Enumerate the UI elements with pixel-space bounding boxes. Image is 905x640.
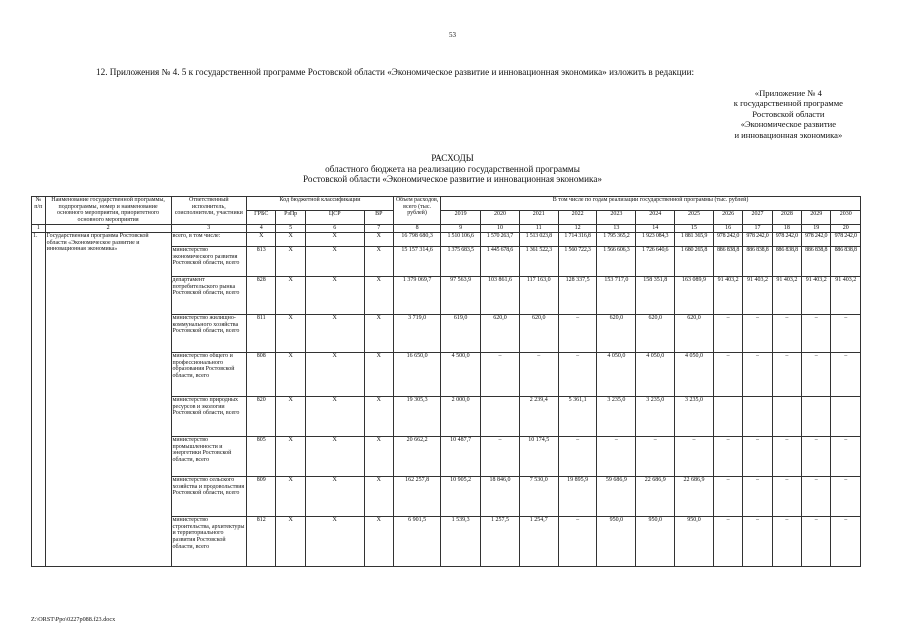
column-number: 12 <box>558 224 597 232</box>
row-year-value: 1 361 522,3 <box>519 246 558 276</box>
row-year-value: 950,0 <box>597 516 636 566</box>
file-path-footer: Z:\ORST\Ppo\0227p088.f23.docx <box>31 616 116 623</box>
row-year-value <box>772 396 801 436</box>
row-year-value: – <box>802 476 831 516</box>
row-year-value: – <box>743 314 772 352</box>
row-year-value: 91 403,2 <box>831 276 861 314</box>
row-grbs: 811 <box>247 314 276 352</box>
row-year-value: – <box>743 352 772 396</box>
row-year-value: – <box>597 436 636 476</box>
column-number: 10 <box>481 224 520 232</box>
row-year-value: 153 717,0 <box>597 276 636 314</box>
row-responsible: министерство экономического развития Ростовской области, всего <box>171 246 247 276</box>
row-year-value: 1 923 084,3 <box>636 232 675 246</box>
row-responsible: министерство общего и профессионального образования Ростовской области, всего <box>171 352 247 396</box>
column-number: 8 <box>393 224 440 232</box>
row-year-value: 3 235,0 <box>597 396 636 436</box>
row-year-value: – <box>772 476 801 516</box>
row-year-value: 19 895,9 <box>558 476 597 516</box>
row-rzpr: X <box>276 516 305 566</box>
row-year-value: 7 530,0 <box>519 476 558 516</box>
column-number-row <box>32 224 861 232</box>
column-number: 13 <box>597 224 636 232</box>
row-year-value: 163 089,9 <box>675 276 714 314</box>
row-csr: X <box>305 246 364 276</box>
header-num: № п/п <box>32 197 46 225</box>
row-year-value: 3 235,0 <box>636 396 675 436</box>
header-year-2019: 2019 <box>441 210 481 224</box>
row-year-value: 22 686,9 <box>636 476 675 516</box>
row-year-value: 1 566 606,3 <box>597 246 636 276</box>
row-year-value: 1 539,3 <box>441 516 481 566</box>
header-volume: Объем расходов, всего (тыс. рублей) <box>393 197 440 225</box>
row-year-value: – <box>802 516 831 566</box>
row-grbs: 820 <box>247 396 276 436</box>
header-year-2024: 2024 <box>636 210 675 224</box>
page-number: 53 <box>449 31 456 39</box>
header-budget-code: Код бюджетной классификации <box>247 197 394 211</box>
row-year-value: – <box>481 352 520 396</box>
row-year-value: 10 174,5 <box>519 436 558 476</box>
row-year-value: – <box>772 516 801 566</box>
row-year-value: 4 050,0 <box>675 352 714 396</box>
row-rzpr: X <box>276 232 305 246</box>
header-year-2021: 2021 <box>519 210 558 224</box>
row-responsible: министерство сельского хозяйства и продовольствия Ростовской области, всего <box>171 476 247 516</box>
title-line: областного бюджета на реализацию государственной программы <box>325 163 580 174</box>
header-vr: ВР <box>364 210 393 224</box>
row-responsible: министерство строительства, архитектуры и территориального развития Ростовской области, всего <box>171 516 247 566</box>
row-year-value: – <box>772 314 801 352</box>
row-year-value: 91 403,2 <box>802 276 831 314</box>
row-grbs: 813 <box>247 246 276 276</box>
row-year-value: 1 510 106,6 <box>441 232 481 246</box>
row-rzpr: X <box>276 396 305 436</box>
row-responsible: министерство промышленности и энергетики Ростовской области, всего <box>171 436 247 476</box>
row-year-value: – <box>831 352 861 396</box>
annex-header <box>734 88 843 140</box>
row-vr: X <box>364 276 393 314</box>
column-number: 4 <box>247 224 276 232</box>
row-total: 3 719,0 <box>393 314 440 352</box>
row-vr: X <box>364 246 393 276</box>
column-number: 1 <box>32 224 46 232</box>
row-year-value: 2 239,4 <box>519 396 558 436</box>
row-year-value: 1 570 263,7 <box>481 232 520 246</box>
row-vr: X <box>364 476 393 516</box>
row-year-value: 4 050,0 <box>636 352 675 396</box>
row-csr: X <box>305 314 364 352</box>
row-grbs: 828 <box>247 276 276 314</box>
row-responsible: всего, в том числе: <box>171 232 247 246</box>
row-year-value: 1 375 683,5 <box>441 246 481 276</box>
header-name: Наименование государственной программы, подпрограммы, номер и наименование основного мероприятия, приоритетного основного мероприятия <box>45 197 171 225</box>
row-year-value: – <box>743 516 772 566</box>
column-number: 2 <box>45 224 171 232</box>
row-year-value: 978 242,0 <box>713 232 742 246</box>
row-year-value: 2 000,0 <box>441 396 481 436</box>
column-number: 5 <box>276 224 305 232</box>
row-grbs: 808 <box>247 352 276 396</box>
header-responsible: Ответственный исполнитель, соисполнители, участники <box>171 197 247 225</box>
row-year-value: 91 403,2 <box>743 276 772 314</box>
row-year-value: – <box>802 314 831 352</box>
row-year-value: 886 838,8 <box>772 246 801 276</box>
row-year-value: – <box>713 476 742 516</box>
column-number: 19 <box>802 224 831 232</box>
row-year-value: 950,0 <box>675 516 714 566</box>
row-year-value: 1 714 316,8 <box>558 232 597 246</box>
row-year-value: – <box>772 436 801 476</box>
row-year-value: 4 500,0 <box>441 352 481 396</box>
document-title <box>0 153 905 185</box>
row-year-value: 18 846,0 <box>481 476 520 516</box>
row-grbs: 805 <box>247 436 276 476</box>
row-year-value: 886 838,8 <box>802 246 831 276</box>
row-year-value: – <box>802 352 831 396</box>
row-responsible: министерство жилищно-коммунального хозяйства Ростовской области, всего <box>171 314 247 352</box>
header-year-2025: 2025 <box>675 210 714 224</box>
row-year-value: 3 235,0 <box>675 396 714 436</box>
row-year-value: 886 838,8 <box>743 246 772 276</box>
row-year-value: – <box>831 436 861 476</box>
row-year-value: 620,0 <box>597 314 636 352</box>
title-line: Ростовской области «Экономическое развитие и инновационная экономика» <box>302 174 602 185</box>
row-year-value: 59 686,9 <box>597 476 636 516</box>
row-csr: X <box>305 352 364 396</box>
row-year-value: 91 403,2 <box>772 276 801 314</box>
column-number: 9 <box>441 224 481 232</box>
row-year-value: – <box>743 436 772 476</box>
row-year-value: 128 337,5 <box>558 276 597 314</box>
row-csr: X <box>305 396 364 436</box>
row-csr: X <box>305 232 364 246</box>
row-year-value: 1 795 365,2 <box>597 232 636 246</box>
row-year-value: 91 403,2 <box>713 276 742 314</box>
column-number: 17 <box>743 224 772 232</box>
row-total: 162 257,8 <box>393 476 440 516</box>
row-year-value: 1 445 678,6 <box>481 246 520 276</box>
row-year-value: 620,0 <box>675 314 714 352</box>
row-year-value: – <box>831 516 861 566</box>
row-csr: X <box>305 436 364 476</box>
intro-paragraph: 12. Приложения № 4. 5 к государственной программе Ростовской области «Экономическое развитие и инновационная экономика» изложить в редакции: <box>96 67 695 77</box>
row-year-value: – <box>831 314 861 352</box>
header-year-2023: 2023 <box>597 210 636 224</box>
header-year-2029: 2029 <box>802 210 831 224</box>
row-csr: X <box>305 476 364 516</box>
header-rzpr: РзПр <box>276 210 305 224</box>
row-year-value: 620,0 <box>481 314 520 352</box>
row-year-value: 978 242,0 <box>772 232 801 246</box>
row-year-value: 978 242,0 <box>831 232 861 246</box>
row-year-value: 1 257,5 <box>481 516 520 566</box>
header-year-2022: 2022 <box>558 210 597 224</box>
row-year-value: 97 563,9 <box>441 276 481 314</box>
row-year-value: 978 242,0 <box>802 232 831 246</box>
column-number: 3 <box>171 224 247 232</box>
row-year-value: 620,0 <box>519 314 558 352</box>
title-line: РАСХОДЫ <box>431 153 474 163</box>
annex-line: и инновационная экономика» <box>734 129 843 140</box>
row-grbs: X <box>247 232 276 246</box>
row-year-value <box>831 396 861 436</box>
row-vr: X <box>364 436 393 476</box>
row-year-value: 1 726 640,6 <box>636 246 675 276</box>
row-vr: X <box>364 352 393 396</box>
row-year-value: 4 050,0 <box>597 352 636 396</box>
column-number: 7 <box>364 224 393 232</box>
row-year-value: – <box>713 352 742 396</box>
program-name: Государственная программа Ростовской области «Экономическое развитие и инновационная экономика» <box>45 232 171 566</box>
row-year-value: – <box>558 516 597 566</box>
row-rzpr: X <box>276 436 305 476</box>
expenditure-table <box>31 196 861 567</box>
row-grbs: 809 <box>247 476 276 516</box>
row-year-value: 1 254,7 <box>519 516 558 566</box>
annex-line: «Приложение № 4 <box>754 88 822 98</box>
column-number: 11 <box>519 224 558 232</box>
table-row <box>32 232 861 246</box>
row-year-value: 22 686,9 <box>675 476 714 516</box>
row-year-value: 886 838,8 <box>831 246 861 276</box>
row-year-value: 158 351,8 <box>636 276 675 314</box>
row-responsible: министерство природных ресурсов и экологии Ростовской области, всего <box>171 396 247 436</box>
row-year-value: – <box>636 436 675 476</box>
row-year-value <box>713 396 742 436</box>
row-vr: X <box>364 396 393 436</box>
row-year-value: – <box>558 352 597 396</box>
row-year-value: – <box>831 476 861 516</box>
row-total: 16 798 680,3 <box>393 232 440 246</box>
row-total: 20 662,2 <box>393 436 440 476</box>
row-total: 16 650,0 <box>393 352 440 396</box>
row-year-value <box>481 396 520 436</box>
row-vr: X <box>364 232 393 246</box>
row-total: 15 157 314,6 <box>393 246 440 276</box>
row-year-value <box>802 396 831 436</box>
row-total: 6 901,5 <box>393 516 440 566</box>
row-total: 19 305,3 <box>393 396 440 436</box>
row-year-value: – <box>481 436 520 476</box>
row-rzpr: X <box>276 276 305 314</box>
row-year-value: 1 680 265,8 <box>675 246 714 276</box>
row-grbs: 812 <box>247 516 276 566</box>
row-responsible: департамент потребительского рынка Ростовской области, всего <box>171 276 247 314</box>
row-year-value: 950,0 <box>636 516 675 566</box>
row-vr: X <box>364 314 393 352</box>
row-year-value: 1 513 023,8 <box>519 232 558 246</box>
annex-line: Ростовской области <box>752 108 825 119</box>
header-by-year: В том числе по годам реализации государственной программы (тыс. рублей) <box>441 197 861 211</box>
header-year-2026: 2026 <box>713 210 742 224</box>
row-year-value: – <box>772 352 801 396</box>
row-year-value: 5 361,1 <box>558 396 597 436</box>
row-vr: X <box>364 516 393 566</box>
row-year-value: – <box>713 314 742 352</box>
column-number: 6 <box>305 224 364 232</box>
annex-line: к государственной программе <box>733 98 843 109</box>
column-number: 20 <box>831 224 861 232</box>
row-rzpr: X <box>276 246 305 276</box>
row-csr: X <box>305 276 364 314</box>
row-year-value: 117 163,0 <box>519 276 558 314</box>
column-number: 15 <box>675 224 714 232</box>
column-number: 18 <box>772 224 801 232</box>
row-year-value: – <box>558 436 597 476</box>
header-year-2030: 2030 <box>831 210 861 224</box>
header-year-2020: 2020 <box>481 210 520 224</box>
row-year-value: – <box>743 476 772 516</box>
row-year-value: – <box>713 436 742 476</box>
header-year-2028: 2028 <box>772 210 801 224</box>
row-year-value: – <box>558 314 597 352</box>
row-year-value: 1 881 365,9 <box>675 232 714 246</box>
row-year-value: – <box>675 436 714 476</box>
annex-line: «Экономическое развитие <box>740 119 837 130</box>
column-number: 14 <box>636 224 675 232</box>
row-year-value: 620,0 <box>636 314 675 352</box>
row-year-value: – <box>519 352 558 396</box>
column-number: 16 <box>713 224 742 232</box>
row-year-value: 10 905,2 <box>441 476 481 516</box>
row-year-value: 978 242,0 <box>743 232 772 246</box>
row-year-value: – <box>713 516 742 566</box>
row-year-value: 886 838,8 <box>713 246 742 276</box>
program-number: 1. <box>32 232 46 566</box>
row-rzpr: X <box>276 314 305 352</box>
header-csr: ЦСР <box>305 210 364 224</box>
row-csr: X <box>305 516 364 566</box>
row-year-value: 619,0 <box>441 314 481 352</box>
header-year-2027: 2027 <box>743 210 772 224</box>
header-grbs: ГРБС <box>247 210 276 224</box>
row-year-value: 103 861,6 <box>481 276 520 314</box>
row-rzpr: X <box>276 476 305 516</box>
row-total: 1 379 069,7 <box>393 276 440 314</box>
row-year-value: 1 560 722,3 <box>558 246 597 276</box>
row-year-value: – <box>802 436 831 476</box>
row-rzpr: X <box>276 352 305 396</box>
row-year-value <box>743 396 772 436</box>
row-year-value: 10 487,7 <box>441 436 481 476</box>
